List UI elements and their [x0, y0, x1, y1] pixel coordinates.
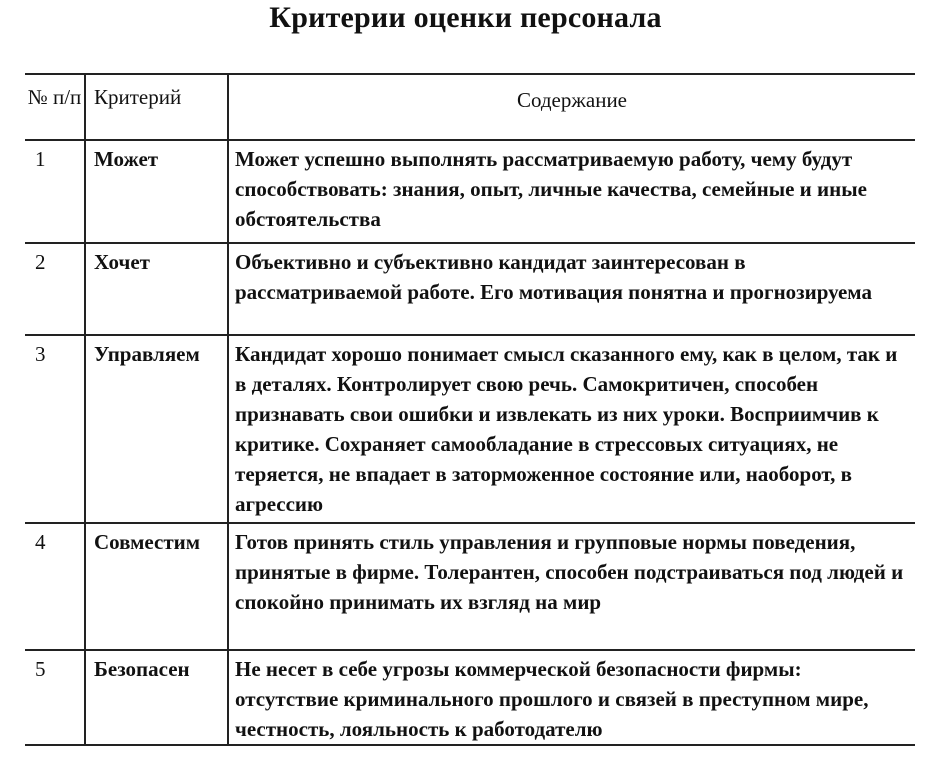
- row-number: 2: [25, 243, 85, 335]
- row-criterion: Совместим: [85, 523, 228, 650]
- row-content: Может успешно выполнять рассматриваемую работу, чему будут способствовать: знания, опыт, личные качества, семейные и иные обстоятельства: [228, 140, 915, 243]
- table-row: [25, 335, 915, 523]
- criteria-table: [25, 73, 915, 746]
- header-content: Содержание: [228, 74, 915, 140]
- row-criterion: Хочет: [85, 243, 228, 335]
- row-content: Объективно и субъективно кандидат заинтересован в рассматриваемой работе. Его мотивация понятна и прогнозируема: [228, 243, 915, 335]
- row-number: 5: [25, 650, 85, 745]
- table-header-row: [25, 74, 915, 140]
- row-number: 4: [25, 523, 85, 650]
- table-row: [25, 243, 915, 335]
- row-content: Кандидат хорошо понимает смысл сказанного ему, как в целом, так и в деталях. Контролирует свою речь. Самокритичен, способен признавать свои ошибки и извлекать из них уроки. Восприимчив к критике. Сохраняет самообладание в стрессовых ситуациях, не теряется, не впадает в заторможенное состояние или, наоборот, в агрессию: [228, 335, 915, 523]
- row-criterion: Управляем: [85, 335, 228, 523]
- page-title: Критерии оценки персонала: [269, 1, 662, 34]
- row-criterion: Безопасен: [85, 650, 228, 745]
- row-content: Не несет в себе угрозы коммерческой безопасности фирмы: отсутствие криминального прошлого и связей в преступном мире, честность, лояльность к работодателю: [228, 650, 915, 745]
- row-criterion: Может: [85, 140, 228, 243]
- table-row: [25, 523, 915, 650]
- header-number: № п/п: [25, 74, 85, 140]
- header-criterion: Критерий: [85, 74, 228, 140]
- row-number: 1: [25, 140, 85, 243]
- table-row: [25, 650, 915, 745]
- row-number: 3: [25, 335, 85, 523]
- table-row: [25, 140, 915, 243]
- row-content: Готов принять стиль управления и групповые нормы поведения, принятые в фирме. Толерантен, способен подстраиваться под людей и спокойно принимать их взгляд на мир: [228, 523, 915, 650]
